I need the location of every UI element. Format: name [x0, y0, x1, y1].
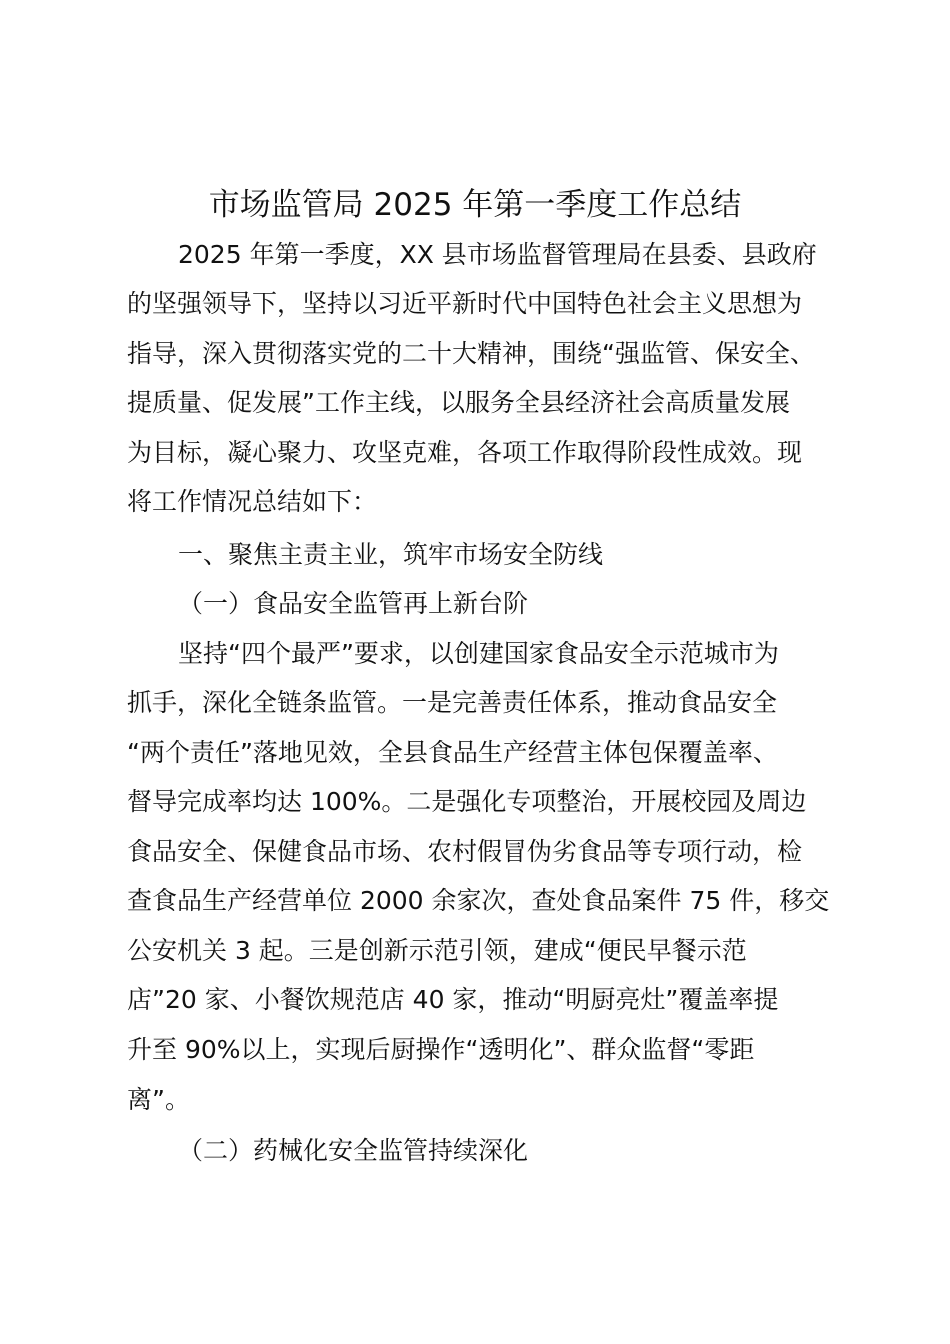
body-line: 抓手，深化全链条监管。一是完善责任体系，推动食品安全 — [127, 688, 778, 717]
document-title: 市场监管局 2025 年第一季度工作总结 — [208, 187, 742, 223]
body-line: 升至 90%以上，实现后厨操作“透明化”、群众监督“零距 — [127, 1035, 755, 1064]
intro-line: 的坚强领导下，坚持以习近平新时代中国特色社会主义思想为 — [127, 289, 803, 318]
intro-line: 将工作情况总结如下： — [127, 487, 378, 516]
intro-line: 为目标，凝心聚力、攻坚克难，各项工作取得阶段性成效。现 — [127, 438, 803, 467]
intro-line: 提质量、促发展”工作主线，以服务全县经济社会高质量发展 — [127, 388, 790, 417]
body-line: 店”20 家、小餐饮规范店 40 家，推动“明厨亮灶”覆盖率提 — [127, 985, 779, 1014]
body-line: 查食品生产经营单位 2000 余家次，查处食品案件 75 件，移交 — [127, 886, 830, 915]
body-line: “两个责任”落地见效，全县食品生产经营主体包保覆盖率、 — [127, 738, 778, 767]
intro-line: 2025 年第一季度，XX 县市场监督管理局在县委、县政府 — [178, 240, 817, 269]
body-line: 坚持“四个最严”要求，以创建国家食品安全示范城市为 — [178, 639, 779, 668]
body-line: 督导完成率均达 100%。二是强化专项整治，开展校园及周边 — [127, 787, 807, 816]
body-line: 公安机关 3 起。三是创新示范引领，建成“便民早餐示范 — [127, 936, 747, 965]
section-heading: 一、聚焦主责主业，筑牢市场安全防线 — [178, 540, 604, 569]
intro-line: 指导，深入贯彻落实党的二十大精神，围绕“强监管、保安全、 — [127, 339, 815, 368]
subsection-heading: （二）药械化安全监管持续深化 — [178, 1136, 529, 1165]
subsection-heading: （一）食品安全监管再上新台阶 — [178, 589, 529, 618]
body-line: 离”。 — [127, 1085, 190, 1114]
body-line: 食品安全、保健食品市场、农村假冒伪劣食品等专项行动，检 — [127, 837, 803, 866]
